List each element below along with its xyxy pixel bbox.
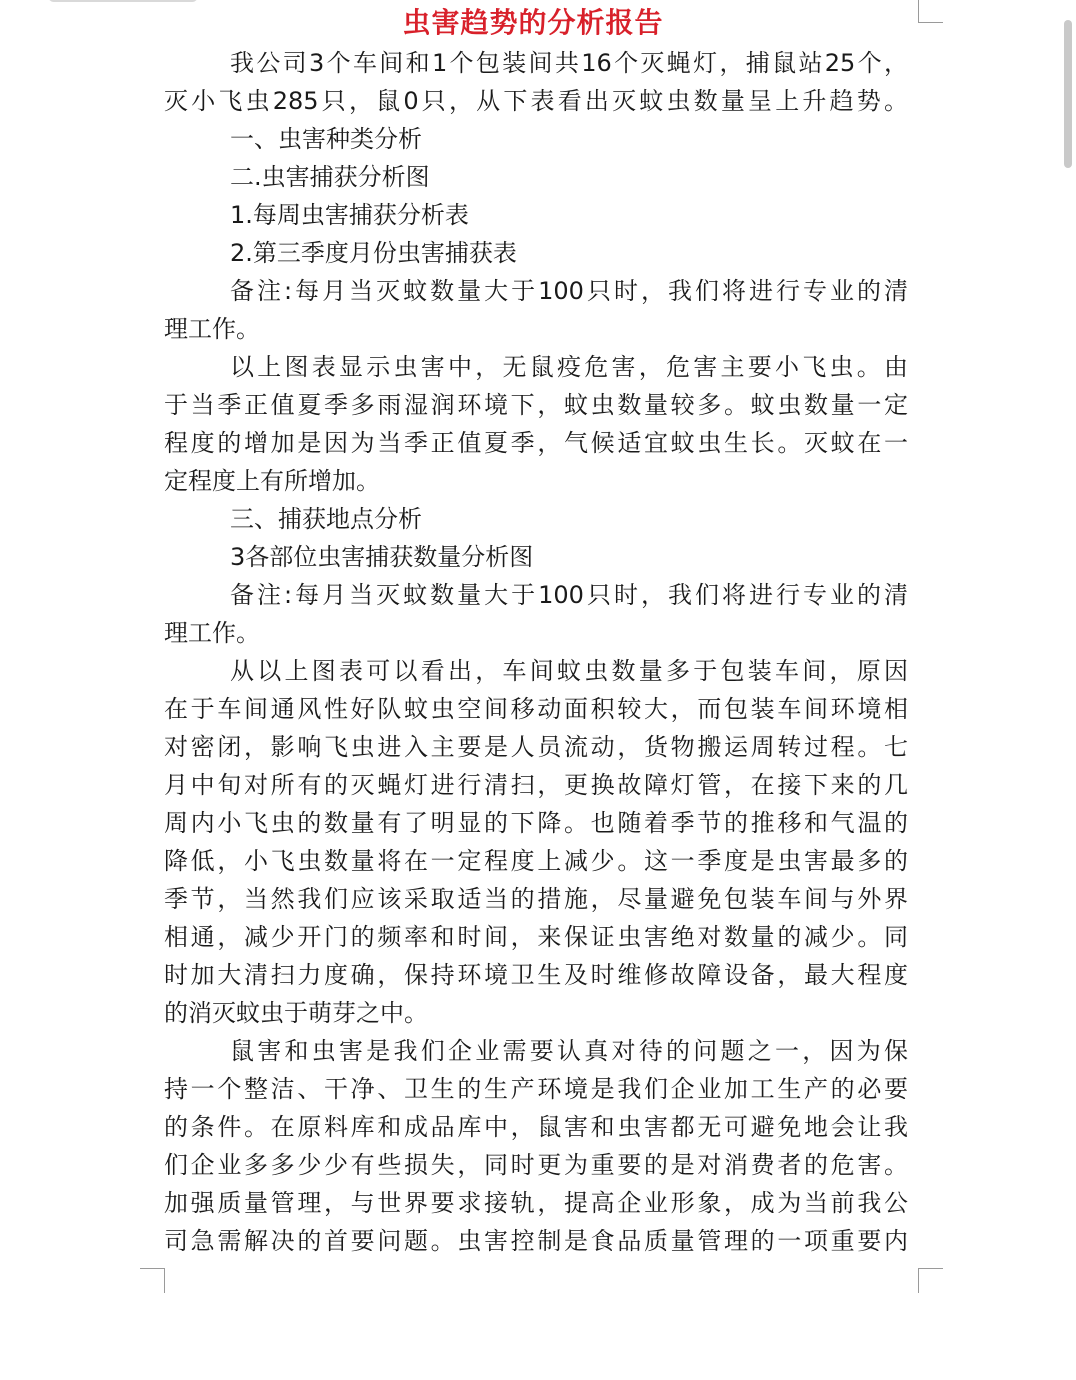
text-line: 在于车间通风性好队蚊虫空间移动面积较大，而包装车间环境相 <box>164 695 908 723</box>
crop-mark-bottom-right <box>918 1268 943 1293</box>
text-line: 季节，当然我们应该采取适当的措施，尽量避免包装车间与外界 <box>164 885 908 913</box>
text-line: 二.虫害捕获分析图 <box>230 163 430 191</box>
text-line: 备注:每月当灭蚊数量大于100只时，我们将进行专业的清 <box>230 581 908 609</box>
text-line: 加强质量管理，与世界要求接轨，提高企业形象，成为当前我公 <box>164 1189 908 1217</box>
text-line: 3各部位虫害捕获数量分析图 <box>230 543 534 571</box>
text-line: 以上图表显示虫害中，无鼠疫危害，危害主要小飞虫。由 <box>230 353 908 381</box>
text-line: 降低，小飞虫数量将在一定程度上减少。这一季度是虫害最多的 <box>164 847 908 875</box>
text-line: 理工作。 <box>164 619 260 647</box>
document-title: 虫害趋势的分析报告 <box>402 6 664 39</box>
text-line: 备注:每月当灭蚊数量大于100只时，我们将进行专业的清 <box>230 277 908 305</box>
text-line: 相通，减少开门的频率和时间，来保证虫害绝对数量的减少。同 <box>164 923 908 951</box>
text-line: 时加大清扫力度确，保持环境卫生及时维修故障设备，最大程度 <box>164 961 908 989</box>
text-line: 1.每周虫害捕获分析表 <box>230 201 469 229</box>
text-line: 持一个整洁、干净、卫生的生产环境是我们企业加工生产的必要 <box>164 1075 908 1103</box>
text-line: 的条件。在原料库和成品库中，鼠害和虫害都无可避免地会让我 <box>164 1113 908 1141</box>
text-line: 鼠害和虫害是我们企业需要认真对待的问题之一，因为保 <box>230 1037 908 1065</box>
text-line: 三、捕获地点分析 <box>230 505 422 533</box>
text-line: 2.第三季度月份虫害捕获表 <box>230 239 517 267</box>
document-body <box>164 44 908 1260</box>
text-line: 一、虫害种类分析 <box>230 125 422 153</box>
text-line: 从以上图表可以看出，车间蚊虫数量多于包装车间，原因 <box>230 657 908 685</box>
text-line: 月中旬对所有的灭蝇灯进行清扫，更换故障灯管，在接下来的几 <box>164 771 908 799</box>
text-line: 们企业多多少少有些损失，同时更为重要的是对消费者的危害。 <box>164 1151 908 1179</box>
text-line: 周内小飞虫的数量有了明显的下降。也随着季节的推移和气温的 <box>164 809 908 837</box>
top-handle-pill <box>48 0 198 2</box>
text-line: 我公司3个车间和1个包装间共16个灭蝇灯，捕鼠站25个， <box>230 49 908 77</box>
text-line: 理工作。 <box>164 315 260 343</box>
crop-mark-bottom-left <box>140 1268 165 1293</box>
text-line: 司急需解决的首要问题。虫害控制是食品质量管理的一项重要内 <box>164 1227 908 1255</box>
text-line: 定程度上有所增加。 <box>164 467 380 495</box>
text-line: 灭小飞虫285只，鼠0只，从下表看出灭蚊虫数量呈上升趋势。 <box>164 87 908 115</box>
text-line: 于当季正值夏季多雨湿润环境下，蚊虫数量较多。蚊虫数量一定 <box>164 391 908 419</box>
text-line: 的消灭蚊虫于萌芽之中。 <box>164 999 428 1027</box>
text-line: 对密闭，影响飞虫进入主要是人员流动，货物搬运周转过程。七 <box>164 733 908 761</box>
text-line: 程度的增加是因为当季正值夏季，气候适宜蚊虫生长。灭蚊在一 <box>164 429 908 457</box>
